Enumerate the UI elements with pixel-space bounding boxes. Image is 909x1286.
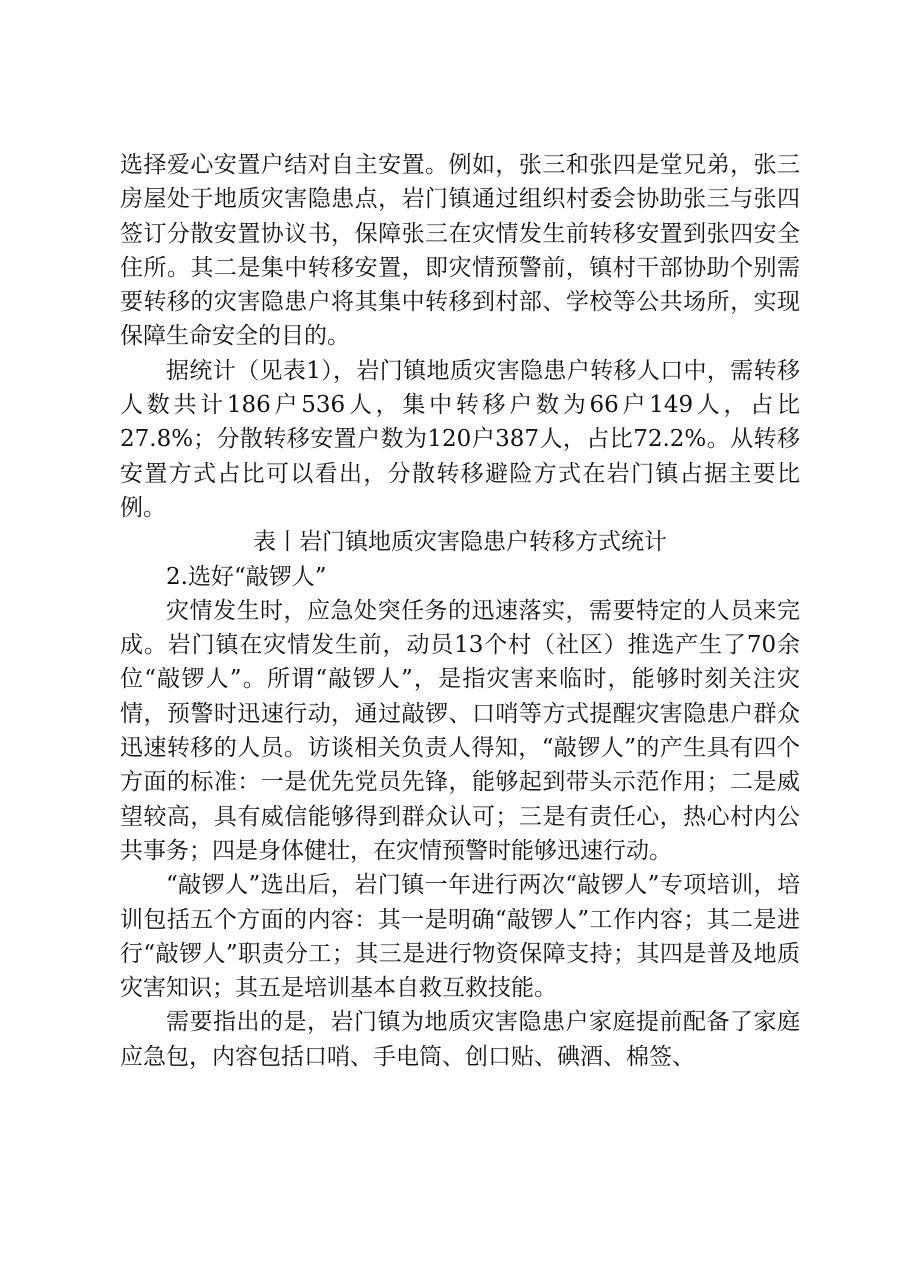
paragraph-statistics: 据统计（见表1），岩门镇地质灾害隐患户转移人口中，需转移人数共计186户536人，集中转移户数为66户149人，占比27.8%；分散转移安置户数为120户387人，占比72.2%。从转移安置方式占比可以看出，分散转移避险方式在岩门镇占据主要比例。 [120, 357, 800, 521]
table-caption: 表丨岩门镇地质灾害隐患户转移方式统计 [253, 529, 667, 556]
paragraph-gong-ringers: 灾情发生时，应急处突任务的迅速落实，需要特定的人员来完成。岩门镇在灾情发生前，动员13个村（社区）推选产生了70余位“敲锣人”。所谓“敲锣人”，是指灾害来临时，能够时刻关注灾情，预警时迅速行动，通过敲锣、口哨等方式提醒灾害隐患户群众迅速转移的人员。访谈相关负责人得知，“敲锣人”的产生具有四个方面的标准：一是优先党员先锋，能够起到带头示范作用；二是威望较高，具有威信能够得到群众认可；三是有责任心，热心村内公共事务；四是身体健壮，在灾情预警时能够迅速行动。 [120, 597, 800, 864]
section-heading: 2.选好“敲锣人” [166, 563, 327, 590]
paragraph-emergency-kit: 需要指出的是，岩门镇为地质灾害隐患户家庭提前配备了家庭应急包，内容包括口哨、手电筒、创口贴、碘酒、棉签、 [120, 1009, 800, 1070]
paragraph-placement-methods: 选择爱心安置户结对自主安置。例如，张三和张四是堂兄弟，张三房屋处于地质灾害隐患点，岩门镇通过组织村委会协助张三与张四签订分散安置协议书，保障张三在灾情发生前转移安置到张四安全住所。其二是集中转移安置，即灾情预警前，镇村干部协助个别需要转移的灾害隐患户将其集中转移到村部、学校等公共场所，实现保障生命安全的目的。 [120, 152, 800, 350]
paragraph-training: “敲锣人”选出后，岩门镇一年进行两次“敲锣人”专项培训，培训包括五个方面的内容：其一是明确“敲锣人”工作内容；其二是进行“敲锣人”职责分工；其三是进行物资保障支持；其四是普及地质灾害知识；其五是培训基本自救互救技能。 [120, 872, 800, 1002]
body-text [120, 148, 800, 1074]
